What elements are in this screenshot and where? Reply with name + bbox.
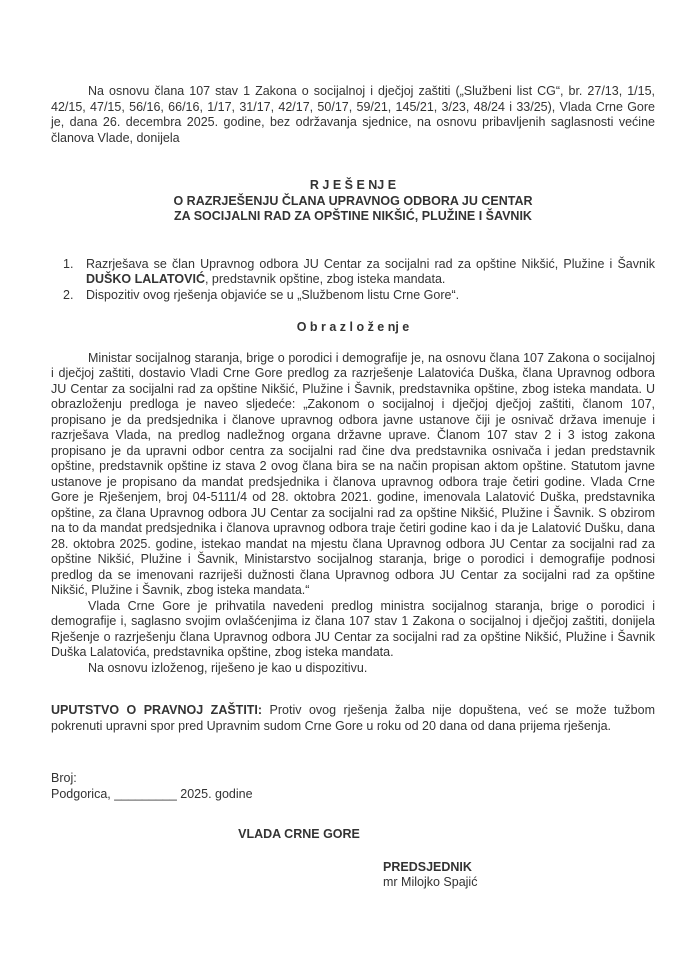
explanation-paragraph-2 — [51, 599, 655, 661]
intro-paragraph — [51, 84, 655, 146]
item1-text-after: , predstavnik opštine, zbog isteka mandata. — [204, 272, 446, 286]
list-item — [51, 288, 655, 304]
signer-title: PREDSJEDNIK — [383, 859, 472, 874]
list-item-number: 1. — [63, 256, 74, 271]
list-item-number: 2. — [63, 287, 74, 302]
title-line-3: ZA SOCIJALNI RAD ZA OPŠTINE NIKŠIĆ, PLUŽINE I ŠAVNIK — [174, 209, 532, 223]
signature-block — [383, 860, 655, 891]
place-date-line: Podgorica, _________ 2025. godine — [51, 786, 253, 801]
explanation-paragraph-3 — [51, 661, 655, 677]
explanation-text-2: Vlada Crne Gore je prihvatila navedeni predlog ministra socijalnog staranja, brige o porodici i demografije i, saglasno svojim ovlašćenjima iz člana 107 stav 1 Zakona o socijalnoj i dječjoj zaštiti, donijela Rješenje o razrješenju člana Upravnog odbora JU Centar za socijalni rad za opštine Nikšić, Plužine i Šavnik Duška Lalatovića, predstavnika opštine, zbog isteka mandata. — [51, 598, 655, 659]
intro-text: Na osnovu člana 107 stav 1 Zakona o socijalnoj i dječjoj zaštiti („Službeni list CG“, br. 27/13, 1/15, 42/15, 47/15, 56/16, 66/16, 1/17, 31/17, 42/17, 50/17, 59/21, 145/21, 3/23, 48/24 i 33/25), Vlada Crne Gore je, dana 26. decembra 2025. godine, bez održavanja sjednice, na osnovu pribavljenih saglasnosti većine članova Vlade, donijela — [51, 84, 655, 145]
explanation-heading: O b r a z l o ž e nj e — [296, 320, 410, 334]
explanation-text-1: Ministar socijalnog staranja, brige o porodici i demografije je, na osnovu člana 107 Zakona o socijalnoj i dječjoj zaštiti, dostavio Vladi Crne Gore predlog za razrješenje Lalatovića Duška, člana Upravnog odbora JU Centar za socijalni rad za opštine Nikšić, Plužine i Šavnik, predstavnika opštine, zbog isteka mandata. U obrazloženju predloga je naveo sljedeće: „Zakonom o socijalnoj i dječjoj dječjoj zaštiti, članom 107, propisano je da predsjednika i članove upravnog odbora javne ustanove čiji je osnivač država imenuje i razrješava Vlada, na predlog nadležnog organa državne uprave. Članom 107 stav 2 i 3 istog zakona propisano je da upravni odbor centra za socijalni rad čine dva predstavnika osnivača i jedan predstavnik opštine, predstavnik opštine iz stava 2 ovog člana bira se na način propisan aktom opštine. Statutom javne ustanove je propisano da mandat predsjednika i članova upravnog odbora traje četiri godine. Vlada Crne Gore je Rješenjem, broj 04-5111/4 od 28. oktobra 2021. godine, imenovala Lalatović Duška, predstavnika opštine, za člana Upravnog odbora JU Centar za socijalni rad za opštine Nikšić, Plužine i Šavnik. S obzirom na to da mandat predsjednika i članova upravnog odbora traje četiri godine kao i da je Lalatović Dušku, dana 28. oktobra 2025. godine, istekao mandat na mjestu člana Upravnog odbora JU Centar za socijalni rad za opštine Nikšić, Plužine i Šavnik, Ministarstvo socijalnog staranja, brige o porodici i demografije podnosi predlog da se imenovani razriješi dužnosti člana Upravnog odbora JU Centar za socijalni rad za opštine Nikšić, Plužine i Šavnik, zbog isteka mandata.“ — [51, 350, 655, 597]
title-line-2: O RAZRJEŠENJU ČLANA UPRAVNOG ODBORA JU CENTAR — [173, 193, 533, 208]
signer-name: mr Milojko Spajić — [383, 875, 478, 889]
reference-number-label: Broj: — [51, 771, 77, 785]
legal-notice-label: UPUTSTVO O PRAVNOJ ZAŠTITI: — [51, 703, 263, 717]
dismissed-member-name: DUŠKO LALATOVIĆ — [86, 272, 205, 286]
item2-text: Dispozitiv ovog rješenja objaviće se u „Službenom listu Crne Gore“. — [86, 287, 460, 302]
document-title — [51, 178, 655, 225]
government-name: VLADA CRNE GORE — [238, 827, 360, 841]
title-line-1: R J E Š E NJ E — [309, 178, 397, 192]
explanation-paragraph-1 — [51, 351, 655, 599]
list-item-text — [86, 288, 655, 304]
legal-notice-text: Protiv ovog rješenja žalba nije dopuštena, već se može tužbom pokrenuti upravni spor pred Upravnim sudom Crne Gore u roku od 20 dana od dana prijema rješenja. — [51, 703, 655, 733]
item1-text-before: Razrješava se član Upravnog odbora JU Centar za socijalni rad za opštine Nikšić, Plužine i Šavnik — [86, 256, 655, 271]
reference-block — [51, 771, 655, 802]
explanation-text-3: Na osnovu izloženog, riješeno je kao u dispozitivu. — [88, 660, 368, 675]
resolution-items — [51, 257, 655, 304]
list-item-text — [86, 257, 655, 288]
legal-notice — [51, 703, 655, 734]
list-item — [51, 257, 655, 288]
